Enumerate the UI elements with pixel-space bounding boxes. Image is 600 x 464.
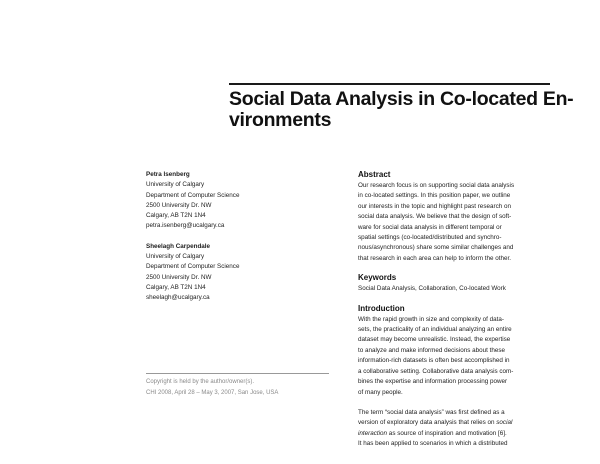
abstract-line: Our research focus is on supporting social data analysis	[358, 182, 515, 189]
copyright-block	[146, 377, 336, 399]
intro-line: sets, the practicality of an individual analyzing an entire	[358, 326, 512, 334]
author-affiliation-line: 2500 University Dr. NW	[146, 273, 212, 281]
abstract-line: in co-located settings. In this position paper, we outline	[358, 192, 511, 200]
keywords-section	[358, 273, 540, 294]
author-affiliation-line: 2500 University Dr. NW	[146, 201, 212, 209]
conference-info: CHI 2008, April 28 – May 3, 2007, San Jose, USA	[146, 390, 279, 396]
intro-line: With the rapid growth in size and complexity of data-	[358, 315, 504, 323]
abstract-line: nous/asynchronous) share some similar challenges and	[358, 244, 514, 252]
intro-line: to analyze and make informed decisions about these	[358, 346, 506, 354]
author-affiliation-line: Department of Computer Science	[146, 191, 240, 199]
abstract-line: spatial settings (co-located/distributed and synchro-	[358, 234, 502, 242]
intro-line: bines the expertise and information processing power	[358, 378, 508, 386]
abstract-heading: Abstract	[358, 170, 391, 179]
intro-text: version of exploratory data analysis that relies on	[358, 419, 497, 427]
author-2	[146, 242, 326, 304]
paper-title	[229, 88, 574, 131]
intro-line: of many people.	[358, 388, 403, 396]
intro-emphasis: social	[496, 419, 513, 427]
abstract-line: that research in each area can help to inform the other.	[358, 254, 511, 262]
author-1	[146, 170, 326, 232]
author-affiliation-line: Calgary, AB T2N 1N4	[146, 212, 206, 220]
author-name: Petra Isenberg	[146, 171, 190, 178]
intro-line: information-rich datasets is often best accomplished in	[358, 357, 510, 365]
author-block	[146, 170, 326, 314]
title-line-1: Social Data Analysis in Co-located En-	[229, 88, 574, 110]
author-affiliation-line: Department of Computer Science	[146, 263, 240, 271]
intro-emphasis: interaction	[358, 429, 388, 437]
abstract-line: our interests in the topic and highlight past research on	[358, 202, 511, 210]
intro-paragraph-2	[358, 408, 540, 450]
author-email: petra.isenberg@ucalgary.ca	[146, 222, 225, 230]
author-affiliation-line: University of Calgary	[146, 181, 205, 189]
right-column	[358, 170, 540, 459]
abstract-section	[358, 170, 540, 264]
intro-line	[358, 429, 540, 439]
author-email: sheelagh@ucalgary.ca	[146, 294, 210, 302]
author-name: Sheelagh Carpendale	[146, 242, 211, 250]
author-affiliation-line: Calgary, AB T2N 1N4	[146, 283, 206, 291]
intro-text: as source of inspiration and motivation [6].	[387, 429, 507, 437]
intro-line: The term “social data analysis” was first defined as a	[358, 408, 505, 416]
intro-line	[358, 418, 540, 428]
keywords-text: Social Data Analysis, Collaboration, Co-located Work	[358, 285, 506, 293]
author-affiliation-line: University of Calgary	[146, 253, 205, 261]
intro-line: a collaborative setting. Collaborative data analysis com-	[358, 367, 514, 375]
introduction-heading: Introduction	[358, 303, 405, 313]
title-line-2: vironments	[229, 109, 332, 131]
keywords-heading: Keywords	[358, 273, 397, 283]
introduction-section	[358, 304, 540, 450]
abstract-line: ware for social data analysis in different temporal or	[358, 223, 502, 231]
intro-line: dataset may become unrealistic. Instead, the expertise	[358, 336, 511, 344]
abstract-line: social data analysis. We believe that the design of soft-	[358, 213, 512, 221]
intro-line: It has been applied to scenarios in which a distributed	[358, 440, 508, 448]
copyright-rule	[146, 373, 329, 374]
title-rule	[229, 83, 550, 85]
copyright-notice: Copyright is held by the author/owner(s).	[146, 379, 255, 385]
